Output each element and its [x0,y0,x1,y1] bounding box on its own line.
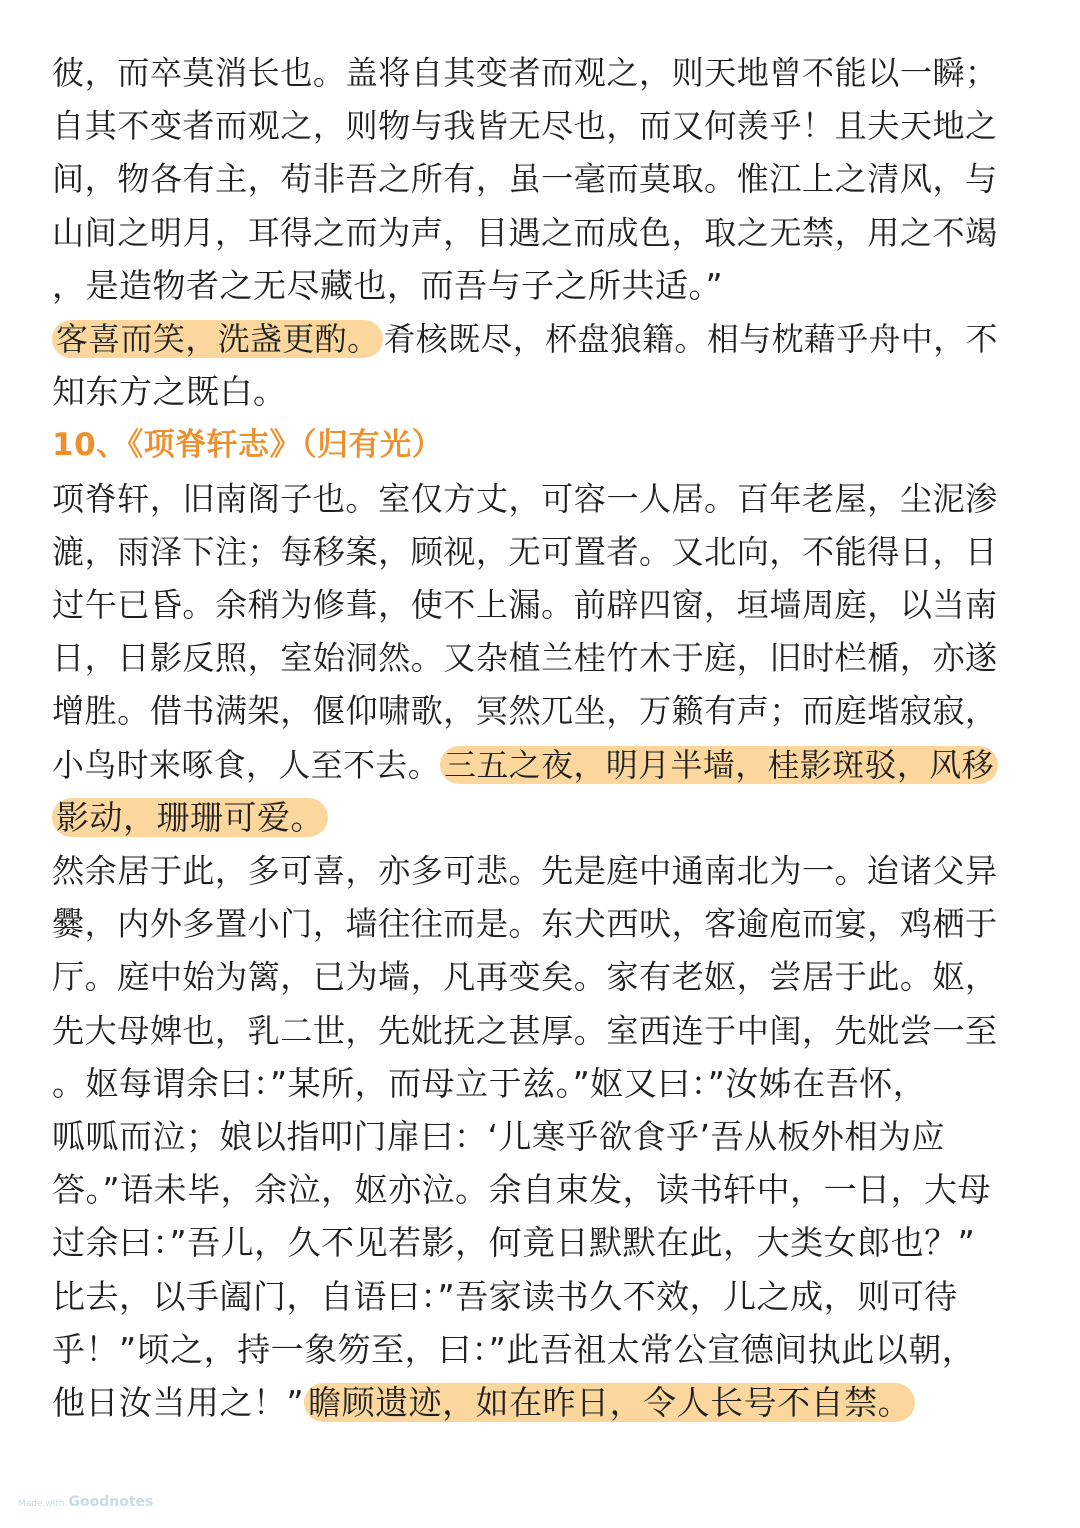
text-segment: ，是造物者之无尽藏也，而吾与子之所共适。” [52,265,724,305]
text-line [52,527,998,577]
watermark-brand: Goodnotes [68,1494,154,1510]
text-segment: 山间之明月，耳得之而为声，目遇之而成色，取之无禁，用之不竭 [52,213,998,252]
highlighted-text: 三五之夜，明月半墙，桂影斑驳，风移 [440,746,998,784]
text-line [52,1272,958,1322]
text-segment: 比去，以手阖门，自语曰：”吾家读书久不效，儿之成，则可待 [52,1276,958,1316]
text-line [52,154,998,204]
text-segment: 爨，内外多置小门，墙往往而是。东犬西吠，客逾庖而宴，鸡栖于 [52,905,998,944]
text-segment: 增胜。借书满架，偃仰啸歌，冥然兀坐，万籁有声；而庭堦寂寂， [52,692,998,731]
text-segment: 先大母婢也，乳二世，先妣抚之甚厚。室西连于中闺，先妣尝一至 [52,1011,998,1050]
goodnotes-watermark [18,1490,153,1512]
text-line [52,952,998,1002]
text-segment: 过余曰：”吾儿，久不见若影，何竟日默默在此，大类女郎也？” [52,1223,976,1263]
text-line [52,474,998,524]
text-line [52,686,998,736]
text-line [52,208,998,258]
text-line [52,101,998,151]
text-line [52,314,998,364]
text-line [52,740,998,790]
text-segment: 10、《项脊轩志》（归有光） [52,427,444,464]
text-segment: 自其不变者而观之，则物与我皆无尽也，而又何羡乎！且夫天地之 [52,107,998,146]
text-segment: 答。”语未毕，余泣，妪亦泣。余自束发，读书轩中，一日，大母 [52,1170,992,1210]
text-line [52,580,998,630]
text-line [52,367,287,417]
text-line [52,633,998,683]
text-segment: 肴核既尽，杯盘狼籍。相与枕藉乎舟中，不 [383,320,998,358]
text-segment: 间，物各有主，苟非吾之所有，虽一毫而莫取。惟江上之清风，与 [52,160,998,199]
text-segment: 。妪每谓余曰：”某所，而母立于兹。”妪又曰：”汝姊在吾怀， [52,1063,927,1103]
text-line [52,48,998,98]
text-line [52,1165,991,1215]
text-segment: 然余居于此，多可喜，亦多可悲。先是庭中通南北为一。迨诸父异 [52,852,998,890]
text-line [52,899,998,949]
text-segment: 漉，雨泽下注；每移案，顾视，无可置者。又北向，不能得日，日 [52,532,998,571]
text-segment: 过午已昏。余稍为修葺，使不上漏。前辟四窗，垣墙周庭，以当南 [52,586,998,624]
watermark-prefix: Made with [18,1499,65,1509]
highlighted-text: 影动，珊珊可爱。 [52,798,328,837]
text-segment: 小鸟时来啄食，人至不去。 [52,745,441,784]
text-segment: 呱呱而泣；娘以指叩门扉曰：‘儿寒乎欲食乎’吾从板外相为应 [52,1117,945,1156]
text-segment: 厅。庭中始为篱，已为墙，凡再变矣。家有老妪，尝居于此。妪， [52,958,998,997]
text-line [52,261,723,311]
text-line [52,793,328,843]
text-line [52,1325,975,1375]
text-segment: 乎！”顷之，持一象笏至，曰：”此吾祖太常公宣德间执此以朝， [52,1329,976,1369]
text-segment: 知东方之既白。 [52,372,287,412]
text-segment: 彼，而卒莫消长也。盖将自其变者而观之，则天地曾不能以一瞬； [52,54,998,92]
text-line [52,1218,975,1268]
text-line [52,1006,998,1056]
text-line [52,1059,926,1109]
section-heading [52,420,443,470]
highlighted-text: 瞻顾遗迹，如在昨日，令人长号不自禁。 [304,1383,915,1422]
text-line [52,1378,915,1428]
text-segment: 项脊轩，旧南阁子也。室仅方丈，可容一人居。百年老屋，尘泥渗 [52,479,998,518]
text-segment: 日，日影反照，室始洞然。又杂植兰桂竹木于庭，旧时栏楯，亦遂 [52,639,998,678]
text-line [52,846,998,896]
highlighted-text: 客喜而笑，洗盏更酌。 [52,320,383,358]
text-line [52,1112,945,1162]
text-segment: 他日汝当用之！” [52,1383,305,1422]
